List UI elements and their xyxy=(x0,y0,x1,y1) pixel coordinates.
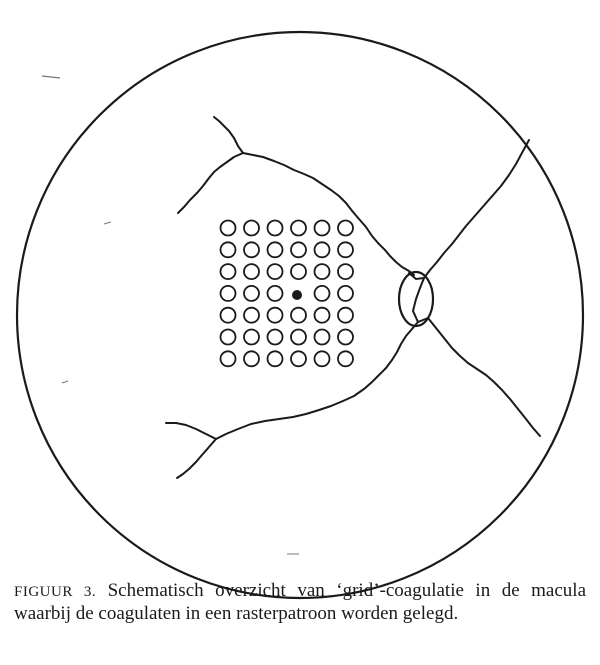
lower-arcade-vessel xyxy=(216,322,418,439)
coagulation-spot xyxy=(244,221,259,236)
coagulation-spot xyxy=(221,351,236,366)
disc-crossing-vessel-2 xyxy=(413,278,428,322)
coagulation-spot xyxy=(338,330,353,345)
coagulation-spot xyxy=(315,242,330,257)
coagulation-spot xyxy=(221,221,236,236)
speck xyxy=(42,76,60,78)
coagulation-spot xyxy=(221,242,236,257)
coagulation-spot xyxy=(244,242,259,257)
coagulation-spot xyxy=(315,264,330,279)
coagulation-spot xyxy=(338,351,353,366)
coagulation-spot xyxy=(268,221,283,236)
coagulation-spot xyxy=(268,242,283,257)
coagulation-spot xyxy=(315,308,330,323)
caption-label: FIGUUR 3. xyxy=(14,584,97,600)
coagulation-spot xyxy=(291,264,306,279)
coagulation-spot xyxy=(221,264,236,279)
lower-arcade-branch-a xyxy=(166,423,216,439)
coagulation-spot xyxy=(268,286,283,301)
speck xyxy=(62,381,68,383)
upper-arcade-vessel xyxy=(243,153,414,275)
upper-arcade-branch-a xyxy=(214,117,243,153)
upper-arcade-branch-b xyxy=(178,153,243,213)
coagulation-spot xyxy=(291,330,306,345)
speck xyxy=(104,222,111,224)
coagulation-spot xyxy=(268,308,283,323)
coagulation-spot xyxy=(315,330,330,345)
coagulation-spot xyxy=(244,351,259,366)
coagulation-spot xyxy=(315,221,330,236)
coagulation-spot xyxy=(268,264,283,279)
coagulation-spot xyxy=(291,242,306,257)
coagulation-spot xyxy=(268,351,283,366)
coagulation-spot xyxy=(315,286,330,301)
coagulation-spot xyxy=(244,308,259,323)
lower-arcade-branch-b xyxy=(177,439,216,478)
fovea-spot xyxy=(292,290,302,300)
coagulation-spot xyxy=(268,330,283,345)
coagulation-spot xyxy=(338,221,353,236)
coagulation-spot xyxy=(244,330,259,345)
coagulation-spot xyxy=(291,351,306,366)
coagulation-spot xyxy=(221,330,236,345)
coagulation-spot xyxy=(338,242,353,257)
coagulation-spot xyxy=(291,221,306,236)
nasal-upper-vessel xyxy=(424,140,529,278)
coagulation-spot xyxy=(338,308,353,323)
caption-text: Schematisch overzicht van ‘grid’-coagulatie in de macula waarbij de coagulaten in een rasterpatroon worden gelegd. xyxy=(14,580,587,624)
coagulation-spot xyxy=(244,286,259,301)
coagulation-spot xyxy=(315,351,330,366)
figure-caption xyxy=(14,580,586,625)
coagulation-spot xyxy=(221,308,236,323)
coagulation-spot xyxy=(244,264,259,279)
coagulation-spot xyxy=(291,308,306,323)
retina-outline xyxy=(17,32,583,598)
laser-spot-grid xyxy=(221,221,354,367)
coagulation-spot xyxy=(338,264,353,279)
coagulation-spot xyxy=(221,286,236,301)
coagulation-spot xyxy=(338,286,353,301)
nasal-lower-vessel xyxy=(428,318,540,436)
